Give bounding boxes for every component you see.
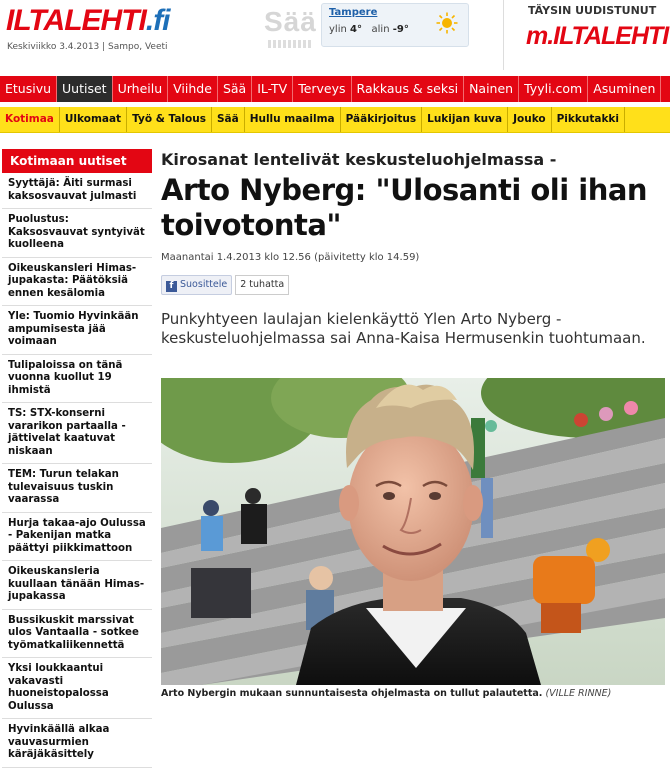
sun-icon [436, 12, 458, 34]
nav-item-etusivu[interactable]: Etusivu [0, 76, 57, 102]
subnav-item-ulkomaat[interactable]: Ulkomaat [60, 107, 127, 132]
weather-label-decoration [268, 40, 312, 48]
photo-credit: (VILLE RINNE) [545, 688, 612, 699]
sidebar-news-link[interactable]: TS: STX-konserni vararikon partaalla - jättivelat kaatuvat niskaan [2, 403, 152, 464]
social-bar [161, 275, 666, 295]
article-lead: Punkyhtyeen laulajan kielenkäyttö Ylen Arto Nyberg -keskusteluohjelmassa sai Anna-Kaisa Hermusenkin tuohtumaan. [161, 310, 646, 347]
nav-item-nainen[interactable]: Nainen [464, 76, 519, 102]
article-photo[interactable] [161, 378, 665, 685]
sidebar-news-link[interactable]: Hyvinkäällä alkaa vauvasurmien käräjäkäsittely [2, 719, 152, 768]
main-nav [0, 76, 670, 102]
facebook-recommend-button[interactable]: f Suosittele [161, 275, 232, 295]
sidebar-news-link[interactable]: TEM: Turun telakan tulevaisuus tuskin vaarassa [2, 464, 152, 513]
mobile-ad-banner[interactable] [503, 0, 670, 70]
facebook-icon: f [166, 281, 177, 292]
weather-high: 4° [350, 24, 362, 35]
sidebar-news-link[interactable]: Syyttäjä: Äiti surmasi kaksosvauvat julmasti [2, 173, 152, 209]
nav-item-il-tv[interactable]: IL-TV [252, 76, 293, 102]
nav-item-uutiset[interactable]: Uutiset [57, 76, 113, 102]
subnav-item-jouko[interactable]: Jouko [508, 107, 552, 132]
weather-city[interactable]: Tampere [329, 7, 378, 18]
subnav-item-lukijan-kuva[interactable]: Lukijan kuva [422, 107, 508, 132]
ad-logo: m.ILTALEHTI [526, 22, 669, 50]
sidebar-news-link[interactable]: Yksi loukkaantui vakavasti huoneistopalossa Oulussa [2, 658, 152, 719]
sidebar-news-link[interactable]: Bussikuskit marssivat ulos Vantaalla - sotkee työmatkaliikennettä [2, 610, 152, 659]
subnav-item-kotimaa[interactable]: Kotimaa [0, 107, 60, 132]
weather-widget[interactable] [321, 3, 469, 47]
facebook-count: 2 tuhatta [235, 275, 289, 295]
sidebar-news-link[interactable]: Yle: Tuomio Hyvinkään ampumisesta jää voimaan [2, 306, 152, 355]
weather-low: -9° [392, 24, 409, 35]
sub-nav [0, 107, 670, 133]
sidebar [2, 149, 152, 768]
photo-caption: Arto Nybergin mukaan sunnuntaisesta ohjelmasta on tullut palautetta. (VILLE RINNE) [161, 688, 612, 699]
article [161, 150, 666, 348]
subnav-item-pääkirjoitus[interactable]: Pääkirjoitus [341, 107, 423, 132]
sidebar-news-link[interactable]: Puolustus: Kaksosvauvat syntyivät kuolleena [2, 209, 152, 258]
nav-item-rakkaus-and-seksi[interactable]: Rakkaus & seksi [352, 76, 465, 102]
sidebar-news-link[interactable]: Hurja takaa-ajo Oulussa - Pakenijan matka päättyi piikkimattoon [2, 513, 152, 562]
nav-item-sää[interactable]: Sää [218, 76, 252, 102]
subnav-item-sää[interactable]: Sää [212, 107, 245, 132]
dateline: Keskiviikko 3.4.2013 | Sampo, Veeti [7, 42, 168, 52]
nav-item-tyyli-com[interactable]: Tyyli.com [519, 76, 588, 102]
ad-tagline: TÄYSIN UUDISTUNUT [528, 4, 657, 17]
sidebar-news-link[interactable]: Oikeuskansleri Himas-jupakasta: Päätöksiä ennen kesälomia [2, 258, 152, 307]
weather-temps: ylin 4° alin -9° [329, 24, 409, 35]
article-headline: Arto Nyberg: "Ulosanti oli ihan toivotonta" [161, 173, 648, 242]
nav-item-urheilu[interactable]: Urheilu [113, 76, 169, 102]
article-timestamp: Maanantai 1.4.2013 klo 12.56 (päivitetty klo 14.59) [161, 252, 420, 263]
nav-item-terveys[interactable]: Terveys [293, 76, 351, 102]
sidebar-news-link[interactable]: Oikeuskansleria kuullaan tänään Himas-jupakassa [2, 561, 152, 610]
sidebar-news-list [2, 173, 152, 768]
site-header [0, 0, 670, 70]
site-logo[interactable]: ILTALEHTI.fi [6, 4, 170, 37]
nav-item-viihde[interactable]: Viihde [168, 76, 218, 102]
sidebar-title: Kotimaan uutiset [2, 149, 152, 173]
subnav-item-työ-and-talous[interactable]: Työ & Talous [127, 107, 212, 132]
subnav-item-hullu-maailma[interactable]: Hullu maailma [245, 107, 341, 132]
subnav-item-pikkutakki[interactable]: Pikkutakki [552, 107, 625, 132]
weather-label: Sää [264, 6, 317, 37]
sidebar-news-link[interactable]: Tulipaloissa on tänä vuonna kuollut 19 ihmistä [2, 355, 152, 404]
nav-item-asuminen[interactable]: Asuminen [588, 76, 661, 102]
article-kicker: Kirosanat lentelivät keskusteluohjelmassa - [161, 150, 557, 169]
